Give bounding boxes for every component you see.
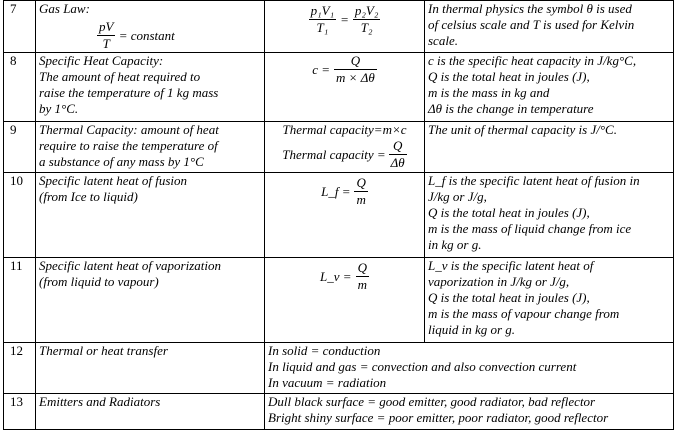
merged-cell: In solid = conduction In liquid and gas = convection and also convection current In vacuum = radiation (265, 343, 674, 394)
row-number: 12 (4, 343, 36, 394)
notes-cell: In thermal physics the symbol θ is used of celsius scale and T is used for Kelvin scale. (425, 1, 674, 53)
table-row (4, 173, 674, 258)
row-number: 10 (4, 173, 36, 258)
notes-cell: L_v is the specific latent heat of vaporization in J/kg or J/g, Q is the total heat in joules (J), m is the mass of vapour change from liquid in kg or g. (425, 258, 674, 343)
topic-cell: Specific latent heat of vaporization (from liquid to vapour) (36, 258, 265, 343)
row-number: 8 (4, 53, 36, 122)
fraction: $\frac{Q}{m \times \Delta\theta}$ (336, 53, 375, 85)
row-number: 11 (4, 258, 36, 343)
topic-cell: Thermal or heat transfer (36, 343, 265, 394)
table-row (4, 258, 674, 343)
row-number: 13 (4, 394, 36, 430)
table-row (4, 53, 674, 122)
fraction: $\frac{Q}{m}$ (356, 175, 366, 207)
topic-line: Gas Law: (39, 1, 90, 16)
topic-cell: Thermal Capacity: amount of heat require to raise the temperature of a substance of any mass by 1°C (36, 122, 265, 173)
notes-cell: L_f is the specific latent heat of fusion in J/kg or J/g, Q is the total heat in joules (J), m is the mass of liquid change from ice in kg or g. (425, 173, 674, 258)
merged-cell: Dull black surface = good emitter, good radiator, bad reflector Bright shiny surface = poor emitter, poor radiator, good reflector (265, 394, 674, 430)
topic-cell: Specific Heat Capacity: The amount of heat required to raise the temperature of 1 kg mass by 1°C. (36, 53, 265, 122)
table-row (4, 394, 674, 430)
topic-cell (36, 1, 265, 53)
formula-cell: L_f = $\frac{Q}{m}$ (265, 173, 425, 258)
formula-cell: $\frac{\text{p₁V₁}}{\text{T₁}}$ = $\frac{\text{p₂V₂}}{\text{T₂}}$ (265, 1, 425, 53)
table-row (4, 343, 674, 394)
row-number: 7 (4, 1, 36, 53)
notes-cell: c is the specific heat capacity in J/kg°C, Q is the total heat in joules (J), m is the mass in kg and Δθ is the change in temperature (425, 53, 674, 122)
fraction: $\frac{\text{p₁V₁}}{\text{T₁}}$ (310, 3, 335, 35)
formula-cell: L_v = $\frac{Q}{m}$ (265, 258, 425, 343)
table-row (4, 122, 674, 173)
formula-cell: Thermal capacity=m×c Thermal capacity = $\frac{Q}{\Delta\theta}$ (265, 122, 425, 173)
formula-cell: c = $\frac{Q}{m \times \Delta\theta}$ (265, 53, 425, 122)
fraction: $\frac{pV}{T}$ (99, 19, 114, 51)
row-number: 9 (4, 122, 36, 173)
topic-cell: Emitters and Radiators (36, 394, 265, 430)
gas-law-formula: $\frac{pV}{T}$ = constant (99, 19, 175, 51)
fraction: $\frac{Q}{\Delta\theta}$ (390, 138, 405, 170)
notes-cell: The unit of thermal capacity is J/°C. (425, 122, 674, 173)
table-row (4, 1, 674, 53)
formula-table (3, 0, 674, 430)
fraction: $\frac{\text{p₂V₂}}{\text{T₂}}$ (354, 3, 379, 35)
fraction: $\frac{Q}{m}$ (357, 260, 367, 292)
topic-cell: Specific latent heat of fusion (from Ice to liquid) (36, 173, 265, 258)
